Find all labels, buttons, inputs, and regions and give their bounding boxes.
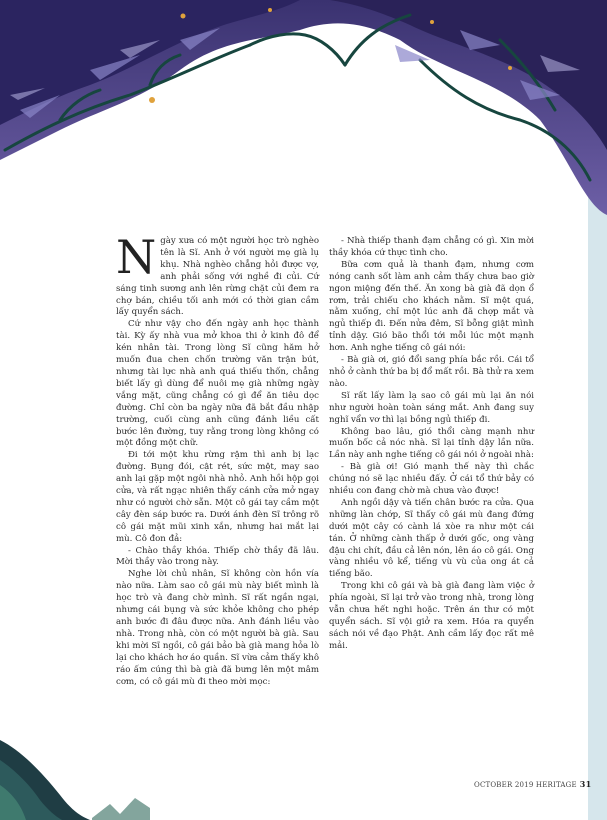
article-paragraph: Đi tới một khu rừng rậm thì anh bị lạc đường. Bụng đói, cật rét, sức mệt, may sao anh lại gặp một ngôi nhà nhỏ. Anh hồi hộp gọi cửa, và rất ngạc nhiên thấy cánh cửa mở ngay như có người chờ sẵn. Một cô gái tay cầm một cây đèn sáp bước ra. Dưới ánh đèn Sĩ trông rõ cô gái mặt mũi xinh xắn, nhưng hai mắt lại mù. Cô đon đả: [116,450,319,544]
article-paragraph: Nghe lời chủ nhân, Sĩ không còn hồn vía nào nữa. Làm sao cô gái mù này biết mình là học trò và đang chờ mình. Sĩ rất ngần ngại, nhưng cái bụng và sức khỏe không cho phép anh bước đi đâu được nữa. Anh đánh liều vào nhà. Trong nhà, còn có một người bà già. Sau khi mời Sĩ ngồi, cô gái bảo bà già mang hỏa lò lại cho khách hơ áo quần. Sĩ vừa cảm thấy khô ráo ấm cúng thì bà già đã bưng lên một mâm cơm, có cô gái mù đi theo mời mọc: [116,569,319,687]
drop-cap: N [116,230,157,284]
article-paragraph: Không bao lâu, gió thổi càng mạnh như muốn bốc cả nóc nhà. Sĩ lại tỉnh dậy lần nữa. Lần này anh nghe tiếng cô gái nói ở ngoài nhà: [329,426,534,461]
tree-trunk-illustration [0,700,150,820]
article-paragraph: Bữa cơm quả là thanh đạm, nhưng cơm nóng canh sốt làm anh cảm thấy chưa bao giờ ngon miệng đến thế. Ăn xong bà già đã dọn ổ rơm, trải chiếu cho khách nằm. Sĩ mệt quá, nằm xuống, chỉ một lúc anh đã chợp mắt và ngủ thiếp đi. Đến nửa đêm, Sĩ bỗng giật mình tỉnh dậy. Gió bão thổi tới mỗi lúc một mạnh hơn. Anh nghe tiếng cô gái nói: [329,259,534,354]
article-paragraph [116,230,319,319]
article-paragraph: - Bà già ơi! Gió mạnh thế này thì chắc chúng nó sẽ lạc nhiều đấy. Ở cái tổ thứ bảy có nhiều con đang chờ mà chưa vào được! [329,462,534,497]
article-paragraph: - Bà già ơi, gió đổi sang phía bắc rồi. Cái tổ nhỏ ở cành thứ ba bị đổ mất rồi. Bà thử ra xem nào. [329,355,534,389]
article-paragraph: - Chào thầy khóa. Thiếp chờ thầy đã lâu. Mời thầy vào trong này. [116,545,319,568]
article-paragraph: Sĩ rất lấy làm lạ sao cô gái mù lại ăn nói như người hoàn toàn sáng mắt. Anh đang suy nghĩ vẩn vơ thì lại bồng ngủ thiếp đi. [329,390,534,425]
article-column-left [116,230,319,688]
article-paragraph: - Nhà thiếp thanh đạm chẳng có gì. Xin mời thầy khóa cứ thực tình cho. [329,236,534,258]
article-paragraph: Trong khi cô gái và bà già đang làm việc ở phía ngoài, Sĩ lại trở vào trong nhà, trong lòng vẫn chưa hết nghi hoặc. Trên án thư có một quyển sách. Sĩ vội giở ra xem. Hóa ra quyển sách nói về đạo Phật. Anh cầm lấy đọc rất mê mải. [329,581,534,651]
paragraph-text: gày xưa có một người học trò nghèo tên là Sĩ. Anh ở với người mẹ già lụ khụ. Nhà nghèo chẳng hỏi được vợ, anh phải sống với nghề đi củi. Cứ sáng tinh sương anh lên rừng chặt củi đem ra chợ bán, chiều tối anh mới có thời gian cầm lấy quyển sách. [116,236,319,318]
article-paragraph: Cứ như vậy cho đến ngày anh học thành tài. Kỳ ấy nhà vua mở khoa thi ở kinh đô để kén nhân tài. Trong lòng Sĩ cũng hăm hở muốn đua chen chốn trường văn trận bút, nhưng tài lực nhà anh quá thiếu thốn, chẳng biết lấy gì dùng để nuôi mẹ già những ngày vắng mặt, cũng chẳng có gì để ăn tiêu dọc đường. Chỉ còn ba ngày nữa đã bắt đầu nhập trường, cuối cùng anh cũng đánh liều cất bước lên đường, tuy rằng trong lòng không có một đồng một chữ. [116,319,319,449]
forest-illustration [0,0,607,215]
article-column-right [329,236,534,653]
article-paragraph: Anh ngồi dậy và tiến chân bước ra cửa. Qua những làn chớp, Sĩ thấy cô gái mù đang đứng dưới một cây có cành lá xòe ra như một cái tán. Ở những cành thấp ở dưới gốc, ong vàng đậu chi chít, đầu cả lên nón, lên áo cô gái. Ong vàng nhiều vô kể, tiếng vù vù của ong át cả tiếng bão. [329,497,535,580]
page-footer [474,779,591,789]
issue-label: OCTOBER 2019 HERITAGE [474,781,577,789]
page-number: 31 [579,779,592,789]
